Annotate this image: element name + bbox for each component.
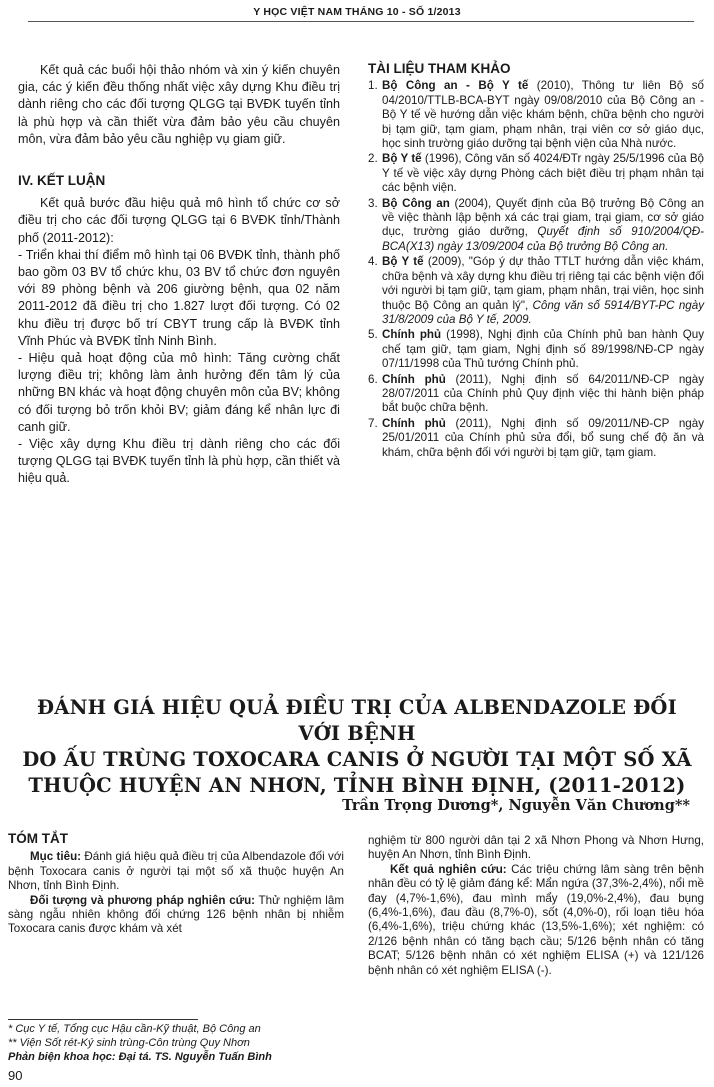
- abstract-methods: Đối tượng và phương pháp nghiên cứu: Thử nghiệm lâm sàng ngẫu nhiên không đối chứng 126 bệnh nhân bị nhiễm Toxocara canis được khám và xét: [8, 893, 344, 936]
- reviewer-note: Phản biện khoa học: Đại tá. TS. Nguyễn Tuấn Bình: [8, 1051, 272, 1064]
- references-heading: TÀI LIỆU THAM KHẢO: [368, 61, 511, 76]
- page-number: 90: [8, 1068, 23, 1083]
- reference-item: 3. Bộ Công an (2004), Quyết định của Bộ trưởng Bộ Công an về việc thành lập bệnh xá các trại giam, trại giam, cơ sở giáo dục, trường giáo dưỡng, Quyết định số 910/2004/QĐ-BCA(X13) ngày 13/09/2004 của Bộ trưởng Bộ Công an.: [368, 196, 704, 253]
- reference-item: 2. Bộ Y tế (1996), Công văn số 4024/ĐTr ngày 25/5/1996 của Bộ Y tế về việc xây dựng Phòng cách biệt điều trị phạm nhân tại các bệnh viện.: [368, 152, 704, 195]
- abstract-objective: Mục tiêu: Đánh giá hiệu quả điều trị của Albendazole đối với bệnh Toxocara canis ở người tại một số xã thuộc huyện An Nhơn, tỉnh Bình Định.: [8, 850, 344, 893]
- left-column: [18, 62, 340, 488]
- references-column: [368, 62, 704, 461]
- abstract-heading: TÓM TẮT: [8, 831, 68, 846]
- footnote-2: ** Viện Sốt rét-Ký sinh trùng-Côn trùng Quy Nhơn: [8, 1037, 250, 1050]
- conclusion-bullet-3: - Việc xây dựng Khu điều trị dành riêng cho các đối tượng QLGG tại BVĐK tuyến tỉnh là phù hợp, cần thiết và hiệu quả.: [18, 437, 340, 486]
- title-line-1: ĐÁNH GIÁ HIỆU QUẢ ĐIỀU TRỊ CỦA ALBENDAZOLE ĐỐI VỚI BỆNH: [37, 696, 677, 745]
- reference-item: 1. Bộ Công an - Bộ Y tế (2010), Thông tư liên Bộ số 04/2010/TTLB-BCA-BYT ngày 09/08/2010 của Bộ Công an - Bộ Y tế về hướng dẫn việc khám bệnh, chữa bệnh cho người bị tạm giữ, tạm giam, phạm nhân, trại viên cơ sở giáo dục, học sinh trường giáo dưỡng tại bệnh viện của Nhà nước.: [368, 79, 704, 151]
- journal-header: Y HỌC VIỆT NAM THÁNG 10 - SỐ 1/2013: [253, 6, 461, 18]
- title-line-2: DO ẤU TRÙNG TOXOCARA CANIS Ở NGƯỜI TẠI MỘT SỐ XÃ: [22, 748, 692, 771]
- abstract-right-column: [368, 834, 704, 978]
- conclusion-intro: Kết quả bước đầu hiệu quả mô hình tổ chức cơ sở điều trị cho các đối tượng QLGG tại 6 BVĐK tỉnh/Thành phố (2011-2012):: [18, 196, 340, 245]
- footnotes: [8, 1022, 348, 1065]
- title-line-3: THUỘC HUYỆN AN NHƠN, TỈNH BÌNH ĐỊNH, (2011-2012): [28, 774, 686, 797]
- reference-item: 6. Chính phủ (2011), Nghị định số 64/2011/NĐ-CP ngày 28/07/2011 của Chính phủ Quy định việc thi hành biện pháp bắt buộc chữa bệnh.: [368, 372, 705, 415]
- abstract-results: Kết quả nghiên cứu: Các triệu chứng lâm sàng trên bệnh nhân đều có tỷ lệ giảm đáng kể: Mẩn ngứa (37,3%-2,4%), nổi mề đay (4,7%-1,6%), đau mình mẩy (19,0%-2,4%), đau bụng (6,4%-1,6%), đau đầu (8,7%-0), sốt (4,0%-0), rối loạn tiêu hóa (6,4%-1,6%), triệu chứng khác (13,5%-1,6%); xét nghiệm: có 2/126 bệnh nhân có tăng bạch cầu; 5/126 bệnh nhân có tăng BCAT; 5/126 bệnh nhân có xét nghiệm ELISA (+) và 121/126 bệnh nhân có xét nghiệm ELISA (-).: [368, 862, 704, 977]
- header-divider: [28, 21, 694, 22]
- footnote-divider: [8, 1019, 198, 1020]
- abstract-left-column: [8, 832, 344, 937]
- conclusion-heading: IV. KẾT LUẬN: [18, 173, 106, 189]
- reference-item: 7. Chính phủ (2011), Nghị định số 09/2011/NĐ-CP ngày 25/01/2011 của Chính phủ sửa đổi, bổ sung chế độ ăn và khám, chữa bệnh đối với người bị tạm giữ, tạm giam.: [368, 416, 705, 459]
- intro-paragraph: Kết quả các buổi hội thảo nhóm và xin ý kiến chuyên gia, các ý kiến đều thống nhất việc xây dựng Khu điều trị dành riêng cho các đối tượng QLGG tại BVĐK tuyến tỉnh là phù hợp và cần thiết vừa đảm bảo yêu cầu chuyên môn, vừa đảm bảo yêu cầu nghiệp vụ giam giữ.: [18, 63, 340, 146]
- article-title: [20, 695, 694, 799]
- reference-item: 5. Chính phủ (1998), Nghị định của Chính phủ ban hành Quy chế tạm giữ, tạm giam, Nghị định số 89/1998/NĐ-CP ngày 07/11/1998 của Thủ tướng Chính phủ.: [368, 328, 704, 371]
- conclusion-bullet-1: - Triển khai thí điểm mô hình tại 06 BVĐK tỉnh, thành phố bao gồm 03 BV tổ chức khu, 03 BV tổ chức đơn nguyên với 89 phòng bệnh và 206 giường bệnh, qua 02 năm 2011-2012 đã điều trị cho 1.827 lượt đối tượng. Có 02 khu điều trị được bố trí CBYT trung cấp là BVĐK tỉnh Vĩnh Phúc và BVĐK tỉnh Ninh Bình.: [18, 247, 340, 348]
- footnote-1: * Cục Y tế, Tổng cục Hậu cần-Kỹ thuật, Bộ Công an: [8, 1023, 261, 1035]
- conclusion-bullet-2: - Hiệu quả hoạt động của mô hình: Tăng cường chất lượng điều trị; không làm ảnh hưởng đến tâm lý của những BN khác và hoạt động chuyên môn của BV; không có đối tượng bỏ trốn khỏi BV; giảm đáng kể nhân lực đi canh giữ.: [18, 351, 340, 434]
- article-authors: Trần Trọng Dương*, Nguyễn Văn Chương**: [342, 797, 690, 814]
- abstract-continued: nghiệm từ 800 người dân tại 2 xã Nhơn Phong và Nhơn Hưng, huyện An Nhơn, tỉnh Bình Định.: [368, 834, 704, 862]
- references-list: [368, 79, 704, 460]
- reference-item: 4. Bộ Y tế (2009), "Góp ý dự thảo TTLT hướng dẫn việc khám, chữa bệnh và xây dựng khu điều trị riêng tại các bệnh viện đối với người bị tạm giữ, tạm giam, phạm nhân, trại viên, học sinh thuộc Bộ Công an quản lý", Công văn số 5914/BYT-PC ngày 31/8/2009 của Bộ Y tế, 2009.: [368, 255, 704, 326]
